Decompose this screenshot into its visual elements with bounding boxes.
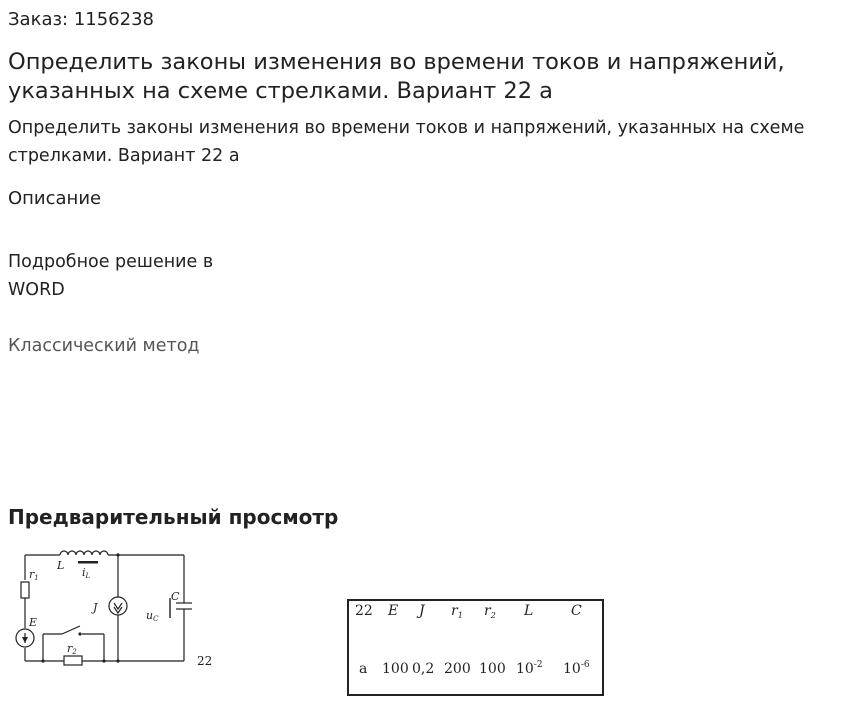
- label-r2: r2: [67, 642, 77, 656]
- preview-heading: Предварительный просмотр: [8, 505, 339, 529]
- description-label: Описание: [8, 188, 102, 209]
- task-statement: Определить законы изменения во времени токов и напряжений, указанных на схеме стрелками. Вариант 22 а: [8, 118, 805, 166]
- table-header-cell: 22: [355, 603, 373, 619]
- variant-label: 22: [197, 654, 213, 668]
- order-number: Заказ: 1156238: [8, 9, 154, 30]
- table-header-cell: $r_2$: [484, 603, 496, 620]
- circuit-diagram: [0, 540, 847, 710]
- table-header: [355, 603, 582, 620]
- method-text: Классический метод: [8, 336, 200, 356]
- table-header-cell: C: [571, 603, 582, 619]
- table-cell: $10^{-6}$: [563, 660, 590, 677]
- label-J: J: [93, 601, 98, 614]
- table-cell: а: [359, 661, 368, 677]
- label-iL: iL: [82, 566, 91, 580]
- label-r1: r1: [29, 568, 39, 582]
- table-cell: 100: [479, 661, 506, 677]
- table-header-cell: E: [388, 603, 399, 619]
- label-C: C: [171, 590, 180, 603]
- table-cell: 0,2: [412, 661, 435, 677]
- table-cell: 200: [444, 661, 471, 677]
- table-cell: $10^{-2}$: [516, 660, 543, 677]
- table-row: [359, 660, 590, 677]
- circuit-wires: [16, 551, 192, 665]
- label-uC: uC: [146, 609, 159, 623]
- label-E: E: [29, 616, 38, 629]
- page-title: Определить законы изменения во времени токов и напряжений, указанных на схеме стрелками. Вариант 22 а: [8, 49, 785, 104]
- label-L: L: [57, 559, 65, 572]
- preview-image: [0, 540, 847, 710]
- table-header-cell: J: [419, 603, 425, 619]
- table-cell: 100: [382, 661, 409, 677]
- parameter-table: [348, 600, 603, 695]
- table-header-cell: $r_1$: [451, 603, 463, 620]
- table-header-cell: L: [524, 603, 534, 619]
- description-text: Подробное решение в WORD: [8, 252, 214, 300]
